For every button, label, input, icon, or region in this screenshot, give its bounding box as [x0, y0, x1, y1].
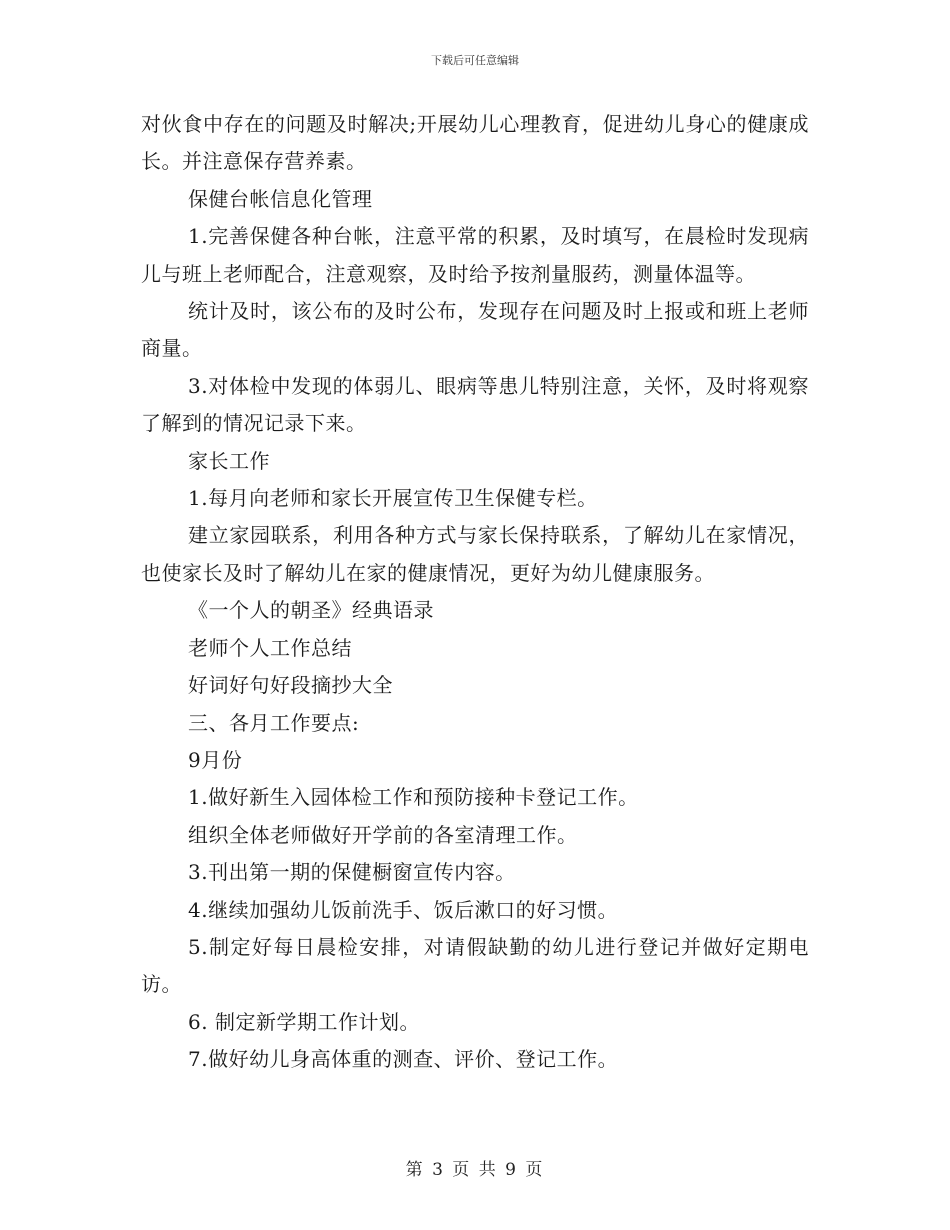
section-heading: 保健台帐信息化管理: [188, 186, 373, 211]
paragraph: 3.对体检中发现的体弱儿、眼病等患儿特别注意，关怀，及时将观察了解到的情况记录下来。: [141, 373, 809, 436]
list-item: 组织全体老师做好开学前的各室清理工作。: [188, 822, 578, 847]
list-item: 5.制定好每日晨检安排，对请假缺勤的幼儿进行登记并做好定期电访。: [141, 934, 809, 997]
link-text: 《一个人的朝圣》经典语录: [188, 598, 434, 623]
list-item: 1.做好新生入园体检工作和预防接种卡登记工作。: [188, 785, 639, 810]
section-heading: 三、各月工作要点:: [188, 710, 360, 735]
list-item: 6. 制定新学期工作计划。: [188, 1009, 420, 1034]
link-text: 好词好句好段摘抄大全: [188, 673, 393, 698]
paragraph: 建立家园联系，利用各种方式与家长保持联系，了解幼儿在家情况，也使家长及时了解幼儿在家的健康情况，更好为幼儿健康服务。: [141, 523, 809, 585]
page-header: 下载后可任意编辑: [431, 54, 519, 67]
section-heading: 9月份: [188, 747, 243, 772]
link-text: 老师个人工作总结: [188, 635, 352, 660]
list-item: 7.做好幼儿身高体重的测查、评价、登记工作。: [188, 1047, 619, 1072]
paragraph: 1.每月向老师和家长开展宣传卫生保健专栏。: [188, 486, 598, 511]
paragraph: 对伙食中存在的问题及时解决;开展幼儿心理教育，促进幼儿身心的健康成长。并注意保存营养素。: [141, 112, 809, 174]
list-item: 4.继续加强幼儿饭前洗手、饭后漱口的好习惯。: [188, 897, 619, 922]
document-body: [141, 106, 809, 1079]
paragraph: 1.完善保健各种台帐，注意平常的积累，及时填写，在晨检时发现病儿与班上老师配合，注意观察，及时给予按剂量服药，测量体温等。: [141, 224, 809, 286]
page-footer: 第 3 页 共 9 页: [405, 1160, 545, 1180]
paragraph: 统计及时，该公布的及时公布，发现存在问题及时上报或和班上老师商量。: [141, 299, 809, 361]
section-heading: 家长工作: [188, 448, 270, 473]
list-item: 3.刊出第一期的保健橱窗宣传内容。: [188, 860, 516, 885]
